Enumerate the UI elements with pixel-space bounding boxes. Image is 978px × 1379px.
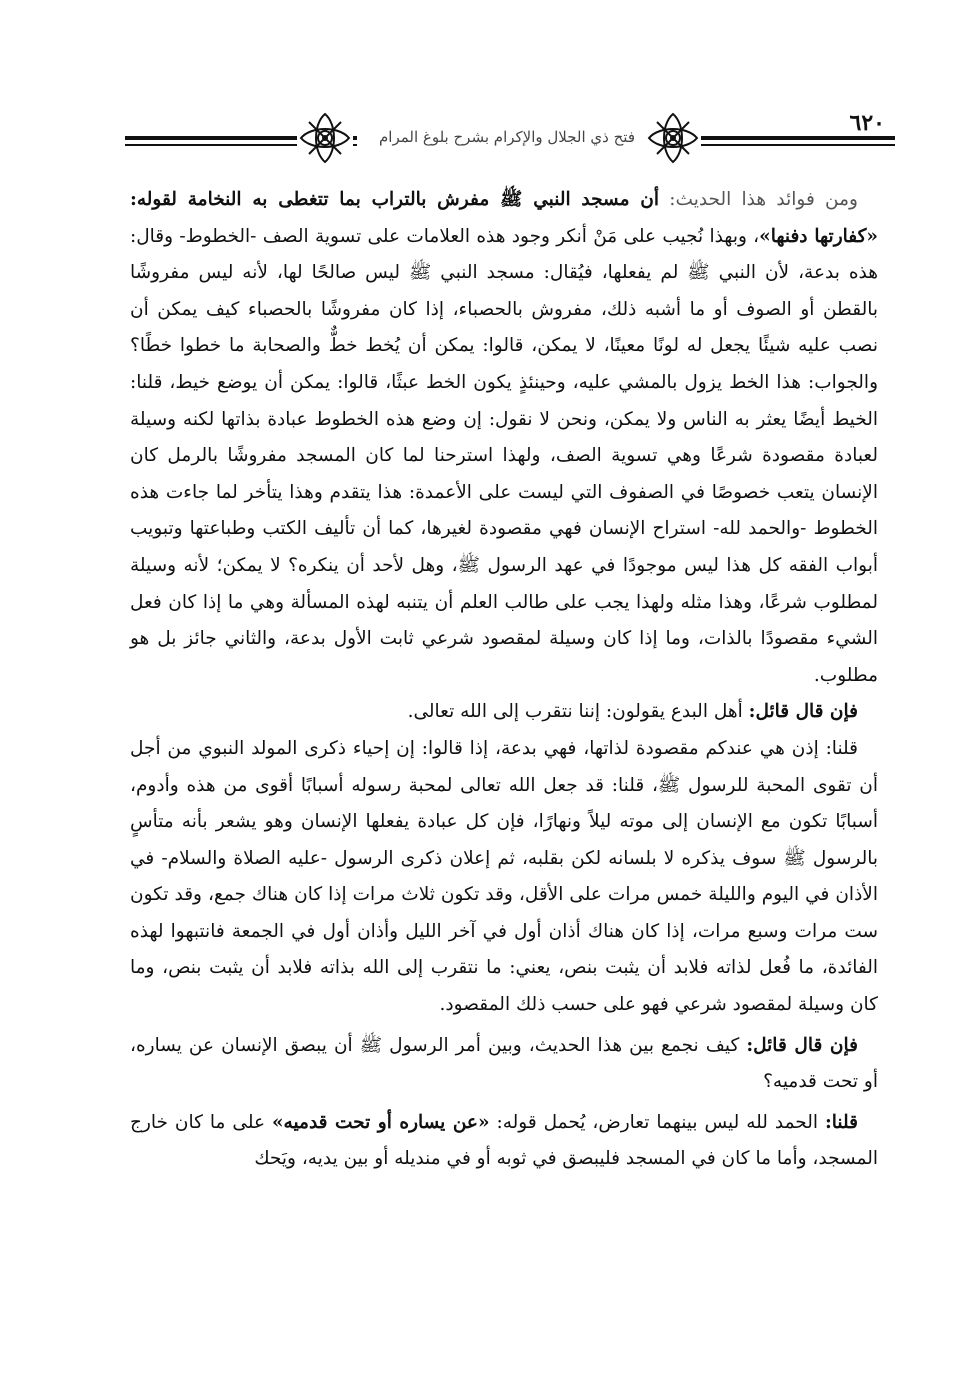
benefits-text: ، وبهذا نُجيب على مَنْ أنكر وجود هذه العلامات على تسوية الصف -الخطوط- وقال: هذه بدعة، لأن النبي ﷺ لم يفعلها، فيُقال: مسجد النبي ﷺ ليس صالحًا لها، لأنه ليس مفروشًا بالقطن أو الصوف أو ما أشبه ذلك، مفروش بالحصباء، إذا كان مفروشًا بالحصباء كيف يمكن أن نصب عليه شيئًا يجعل له لونًا معينًا، لا يمكن، قالوا: يمكن أن يُخط خطٌّ والصحابة ما خطوا خطًا؟ والجواب: هذا الخط يزول بالمشي عليه، وحينئذٍ يكون الخط عبثًا، قالوا: يمكن أن يوضع خيط، قلنا: الخيط أيضًا يعثر به الناس ولا يمكن، ونحن لا نقول: إن وضع هذه الخطوط عبادة بذاتها لكنه وسيلة لعبادة مقصودة شرعًا وهي تسوية الصف، ولهذا استرحنا لما كان المسجد مفروشًا بالرمل كان الإنسان يتعب خصوصًا في الصفوف التي ليست على الأعمدة: هذا يتقدم وهذا يتأخر لما جاءت هذه الخطوط -والحمد لله- استراح الإنسان فهي مقصودة لغيرها، كما أن تأليف الكتب وطباعتها وتبويب أبواب الفقه كل هذا ليس موجودًا في عهد الرسول ﷺ، وهل لأحد أن ينكره؟ لا يمكن؛ لأنه وسيلة لمطلوب شرعًا، وهذا مثله ولهذا يجب على طالب العلم أن يتنبه لهذه المسألة وهي ما إذا كان فعل الشيء مقصودًا بالذات، وما إذا كان وسيلة لمقصود شرعي ثابت الأول بدعة، والثاني جائز بل هو مطلوب.	[130, 225, 878, 686]
page-body	[130, 182, 878, 1178]
question-1-label: فإن قال قائل:	[748, 701, 858, 723]
question-2-label: فإن قال قائل:	[746, 1034, 858, 1056]
answer-2-text-b: على ما كان خارج المسجد، وأما ما كان في المسجد فليبصق في ثوبه أو في منديله أو بين يديه، ويَحك	[130, 1111, 878, 1170]
running-title: فتح ذي الجلال والإكرام بشرح بلوغ المرام	[357, 126, 657, 148]
answer-2-label: قلنا:	[824, 1111, 858, 1133]
page-header	[125, 104, 895, 172]
paragraph-answer-2	[130, 1105, 878, 1178]
paragraph-benefits	[130, 182, 878, 694]
paragraph-answer-1	[130, 731, 878, 1024]
paragraph-question-2	[130, 1028, 878, 1101]
question-2-text: كيف نجمع بين هذا الحديث، وبين أمر الرسول ﷺ أن يبصق الإنسان عن يساره، أو تحت قدميه؟	[130, 1034, 878, 1093]
paragraph-question-1	[130, 694, 878, 731]
ornament-right-icon	[645, 110, 701, 166]
benefits-lead: أن مسجد النبي ﷺ مفرش بالتراب بما تتغطى به النخامة لقوله:	[130, 189, 660, 210]
hadith-quote: «كفارتها دفنها»	[759, 225, 878, 247]
answer-1-text: قلنا: إذن هي عندكم مقصودة لذاتها، فهي بدعة، إذا قالوا: إن إحياء ذكرى المولد النبوي من أجل أن تقوى المحبة للرسول ﷺ، قلنا: قد جعل الله تعالى لمحبة رسوله أسبابًا أقوى من هذه وأدوم، أسبابًا تكون مع الإنسان إلى موته ليلاً ونهارًا، فإن كل عبادة يفعلها الإنسان وهو يشعر بأنه متأسٍ بالرسول ﷺ سوف يذكره لا بلسانه لكن بقلبه، ثم إعلان ذكرى الرسول -عليه الصلاة والسلام- في الأذان في اليوم والليلة خمس مرات على الأقل، وقد تكون ثلاث مرات إذا كان هناك جمع، وقد تكون ست مرات وسبع مرات، إذا كان هناك أذان أول في آخر الليل وأذان أول في الجمعة فانتبهوا لهذه الفائدة، ما فُعل لذاته فلابد أن يثبت بنص، يعني: ما نتقرب إلى الله بذاته فلابد أن يثبت بنص، وما كان وسيلة لمقصود شرعي فهو على حسب ذلك المقصود.	[130, 737, 878, 1016]
ornament-left-icon	[297, 110, 353, 166]
answer-2-text-a: الحمد لله ليس بينهما تعارض، يُحمل قوله:	[496, 1111, 818, 1133]
page-number: ٦٢٠	[846, 110, 889, 136]
question-1-text: أهل البدع يقولون: إننا نتقرب إلى الله تعالى.	[407, 701, 743, 723]
answer-2-quote: «عن يساره أو تحت قدميه»	[271, 1111, 490, 1133]
benefits-label: ومن فوائد هذا الحديث:	[669, 189, 858, 210]
